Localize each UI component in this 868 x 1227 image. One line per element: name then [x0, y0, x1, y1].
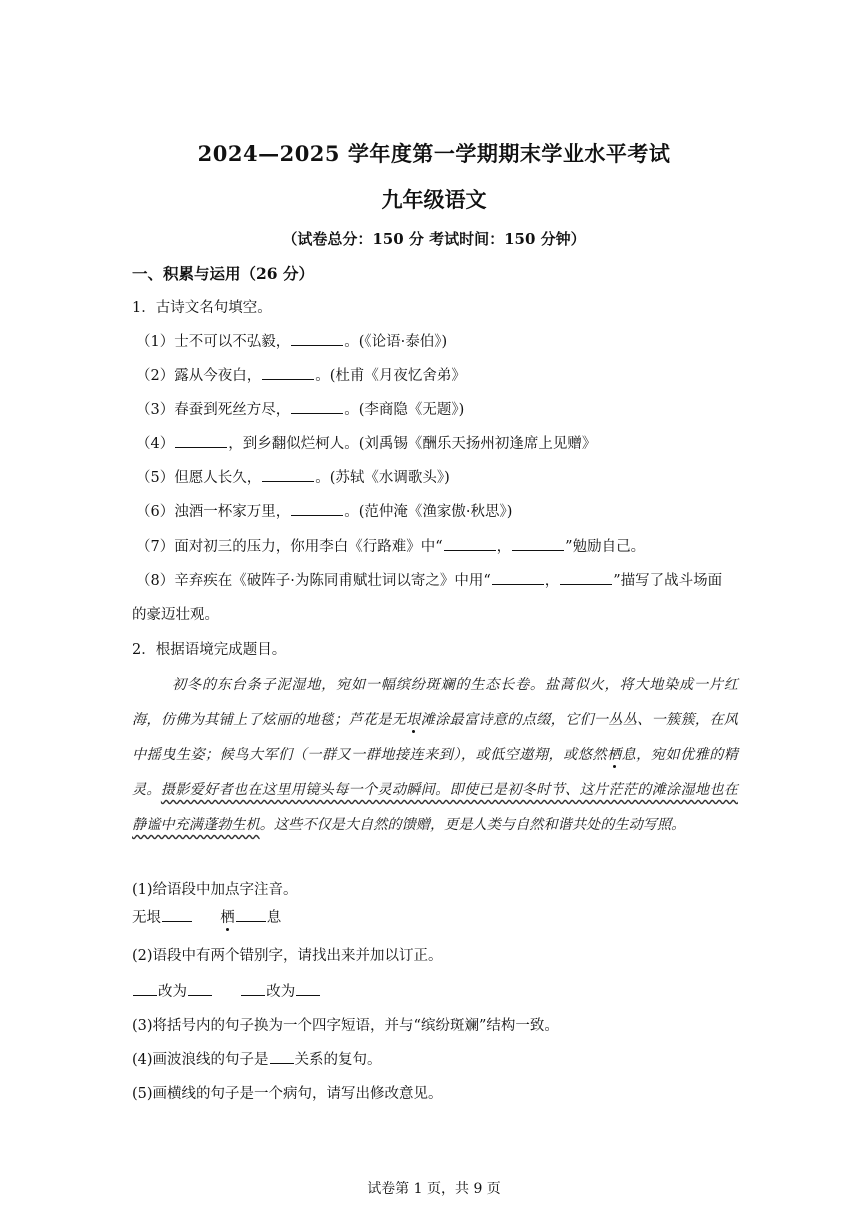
answer-blank[interactable] [175, 446, 227, 448]
q2-sub2: (2)语段中有两个错别字，请找出来并加以订正。 [132, 948, 443, 964]
q1-item-6: （6）浊酒一杯家万里， 。(范仲淹《渔家傲·秋思》) [136, 504, 513, 520]
q1-item-3: （3）春蚕到死丝方尽， 。(李商隐《无题》) [136, 402, 465, 418]
answer-blank[interactable] [512, 549, 564, 551]
exam-subtitle: 九年级语文 [381, 187, 487, 212]
q1-item-1: （1）士不可以不弘毅， 。(《论语·泰伯》) [136, 334, 448, 350]
answer-blank[interactable] [262, 480, 314, 482]
answer-blank[interactable] [444, 549, 496, 551]
q1-stem: 1．古诗文名句填空。 [132, 300, 272, 316]
q2-sub1-answers: 无垠 栖 息 [132, 910, 282, 926]
q1-item-4: （4） ，到乡翻似烂柯人。(刘禹锡《酬乐天扬州初逢席上见赠》 [136, 436, 597, 452]
answer-blank[interactable] [262, 378, 314, 380]
q1-item-8-cont: 的豪迈壮观。 [132, 607, 219, 623]
section-heading: 一、积累与运用（26 分） [132, 264, 314, 283]
dotted-char: 垠 [406, 712, 421, 728]
answer-blank[interactable] [236, 920, 266, 922]
q2-sub5: (5)画横线的句子是一个病句，请写出修改意见。 [132, 1086, 443, 1102]
q2-sub2-answers: 改为 改为 [132, 980, 321, 1001]
answer-blank[interactable] [560, 583, 612, 585]
answer-blank[interactable] [492, 583, 544, 585]
answer-blank[interactable] [162, 920, 192, 922]
wavy-underlined-sentence: 摄影爱好者也在这里用镜头每一个灵动瞬间。即使已是初冬时节、这片茫茫的滩涂湿地也在静谧中充满蓬勃生机 [132, 782, 738, 833]
q1-item-2: （2）露从今夜白， 。(杜甫《月夜忆舍弟》 [136, 368, 466, 384]
answer-blank[interactable] [133, 994, 157, 996]
reading-passage: 初冬的东台条子泥湿地，宛如一幅缤纷斑斓的生态长卷。盐蒿似火，将大地染成一片红海，仿佛为其铺上了炫丽的地毯；芦花是无垠滩涂最富诗意的点缀，它们一丛丛、一簇簇，在风中摇曳生姿；候鸟大军们（一群又一群地接连来到），或低空遨翔，或悠然栖息，宛如优雅的精灵。摄影爱好者也在这里用镜头每一个灵动瞬间。即使已是初冬时节、这片茫茫的滩涂湿地也在静谧中充满蓬勃生机。这些不仅是大自然的馈赠，更是人类与自然和谐共处的生动写照。 [132, 677, 738, 833]
q2-sub3: (3)将括号内的句子换为一个四字短语，并与“缤纷斑斓”结构一致。 [132, 1018, 559, 1034]
answer-blank[interactable] [188, 994, 212, 996]
answer-blank[interactable] [291, 344, 343, 346]
answer-blank[interactable] [270, 1062, 294, 1064]
answer-blank[interactable] [296, 994, 320, 996]
dotted-char: 栖 [220, 910, 235, 926]
answer-blank[interactable] [241, 994, 265, 996]
q1-item-7: （7）面对初三的压力，你用李白《行路难》中“ ， ”勉励自己。 [136, 539, 646, 555]
exam-title: 2024—2025 学年度第一学期期末学业水平考试 [197, 141, 671, 166]
answer-blank[interactable] [291, 514, 343, 516]
q1-item-8: （8）辛弃疾在《破阵子·为陈同甫赋壮词以寄之》中用“ ， ”描写了战斗场面 [136, 573, 723, 589]
page-footer: 试卷第 1 页，共 9 页 [367, 1181, 501, 1197]
q2-sub1: (1)给语段中加点字注音。 [132, 882, 298, 898]
exam-meta: （试卷总分：150 分 考试时间：150 分钟） [282, 230, 586, 248]
q2-stem: 2．根据语境完成题目。 [132, 642, 287, 658]
q2-sub4: (4)画波浪线的句子是 关系的复句。 [132, 1052, 382, 1068]
q1-item-5: （5）但愿人长久， 。(苏轼《水调歌头》) [136, 470, 450, 486]
answer-blank[interactable] [291, 412, 343, 414]
dotted-char: 栖 [606, 747, 622, 763]
